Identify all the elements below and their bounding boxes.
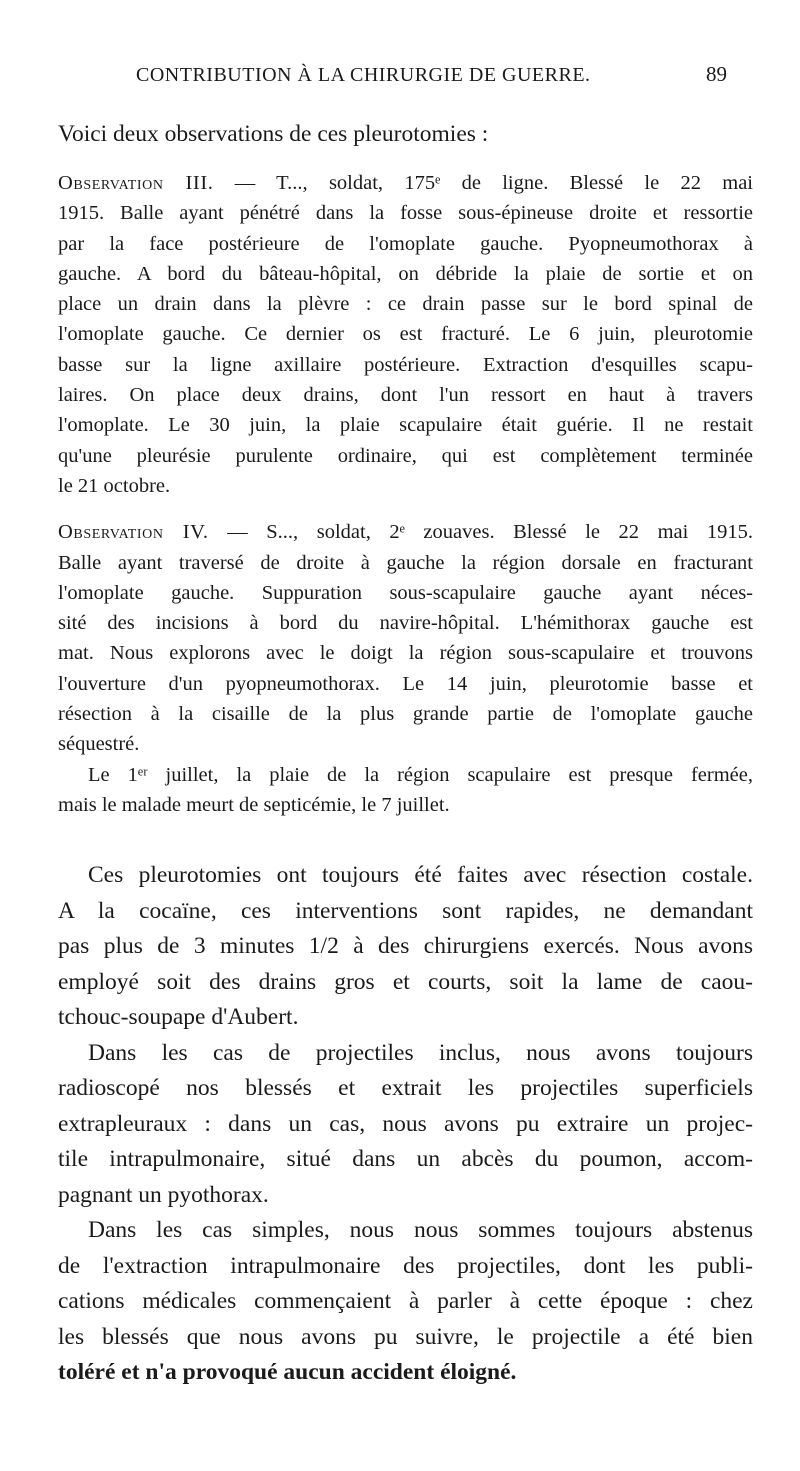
paragraph-2-line-4: pagnant un pyothorax. — [58, 1181, 269, 1208]
intro-line: Voici deux observations de ces pleurotomies : — [58, 121, 489, 147]
paragraph-1-line-1: A la cocaïne, ces interventions sont rapides, ne demandant — [58, 897, 753, 924]
observation-4-line-0: — S..., soldat, 2ᵉ zouaves. Blessé le 22 mai 1915. — [208, 521, 753, 544]
observation-4-line-4: mat. Nous explorons avec le doigt la région sous-scapulaire et trouvons — [58, 642, 753, 665]
observation-3-line-5: l'omoplate gauche. Ce dernier os est fracturé. Le 6 juin, pleurotomie — [58, 323, 753, 346]
paragraph-2-line-0: Dans les cas de projectiles inclus, nous avons toujours — [88, 1039, 753, 1066]
observation-4-line-3: sité des incisions à bord du navire-hôpital. L'hémithorax gauche est — [58, 612, 753, 635]
paragraph-1-line-0: Ces pleurotomies ont toujours été faites avec résection costale. — [88, 862, 753, 889]
page-body — [58, 116, 753, 1391]
paragraph-3-line-4: toléré et n'a provoqué aucun accident éloigné. — [58, 1359, 517, 1386]
observation-3-line-6: basse sur la ligne axillaire postérieure. Extraction d'esquilles scapu- — [58, 353, 753, 376]
observation-4-line-6: résection à la cisaille de la plus grande partie de l'omoplate gauche — [58, 703, 753, 726]
observation-4-line-1: Balle ayant traversé de droite à gauche la région dorsale en fracturant — [58, 551, 753, 574]
paragraph-2-line-1: radioscopé nos blessés et extrait les projectiles superficiels — [58, 1075, 753, 1102]
observation-3-label: Observation III. — [58, 172, 214, 194]
paragraph-2-line-3: tile intrapulmonaire, situé dans un abcès du poumon, accom- — [58, 1146, 753, 1173]
paragraph-3-line-3: les blessés que nous avons pu suivre, le projectile a été bien — [58, 1323, 753, 1350]
observation-3-line-10: le 21 octobre. — [58, 474, 171, 497]
paragraph-3-line-0: Dans les cas simples, nous nous sommes toujours abstenus — [88, 1217, 753, 1244]
paragraph-3-line-1: de l'extraction intrapulmonaire des projectiles, dont les publi- — [58, 1252, 753, 1279]
observation-3 — [58, 168, 753, 501]
paragraph-3-line-2: cations médicales commençaient à parler à cette époque : chez — [58, 1288, 753, 1315]
running-title: CONTRIBUTION À LA CHIRURGIE DE GUERRE. — [136, 64, 591, 86]
observation-3-line-2: par la face postérieure de l'omoplate gauche. Pyopneumothorax à — [58, 232, 753, 255]
observation-4-line-2: l'omoplate gauche. Suppuration sous-scapulaire gauche ayant néces- — [58, 581, 753, 604]
observation-3-line-1: 1915. Balle ayant pénétré dans la fosse sous-épineuse droite et ressortie — [58, 202, 753, 225]
observation-3-line-3: gauche. A bord du bâteau-hôpital, on débride la plaie de sortie et on — [58, 262, 753, 285]
paragraph-1 — [58, 858, 753, 1036]
observation-3-line-0: — T..., soldat, 175ᵉ de ligne. Blessé le 22 mai — [213, 172, 753, 194]
observation-3-line-4: place un drain dans la plèvre : ce drain passe sur le bord spinal de — [58, 293, 753, 316]
paragraph-2 — [58, 1036, 753, 1214]
paragraph-1-line-2: pas plus de 3 minutes 1/2 à des chirurgiens exercés. Nous avons — [58, 933, 753, 960]
paragraph-2-line-2: extrapleuraux : dans un cas, nous avons pu extraire un projec- — [58, 1110, 753, 1137]
paragraph-1-line-3: employé soit des drains gros et courts, soit la lame de caou- — [58, 968, 753, 995]
observation-4-line-5: l'ouverture d'un pyopneumothorax. Le 14 juin, pleurotomie basse et — [58, 672, 753, 695]
observation-3-line-9: qu'une pleurésie purulente ordinaire, qui est complètement terminée — [58, 444, 753, 467]
observation-3-line-7: laires. On place deux drains, dont l'un ressort en haut à travers — [58, 384, 753, 407]
page-number: 89 — [706, 62, 727, 86]
paragraph-3 — [58, 1213, 753, 1391]
observation-4-line-7: séquestré. — [58, 733, 140, 756]
observation-4-followup-1: mais le malade meurt de septicémie, le 7 juillet. — [58, 793, 450, 816]
observation-3-line-8: l'omoplate. Le 30 juin, la plaie scapulaire était guérie. Il ne restait — [58, 414, 753, 437]
observation-4 — [58, 517, 753, 820]
observation-4-followup-0: Le 1ᵉʳ juillet, la plaie de la région scapulaire est presque fermée, — [88, 763, 753, 786]
observation-4-label: Observation IV. — [58, 521, 209, 544]
paragraph-1-line-4: tchouc-soupape d'Aubert. — [58, 1004, 299, 1031]
